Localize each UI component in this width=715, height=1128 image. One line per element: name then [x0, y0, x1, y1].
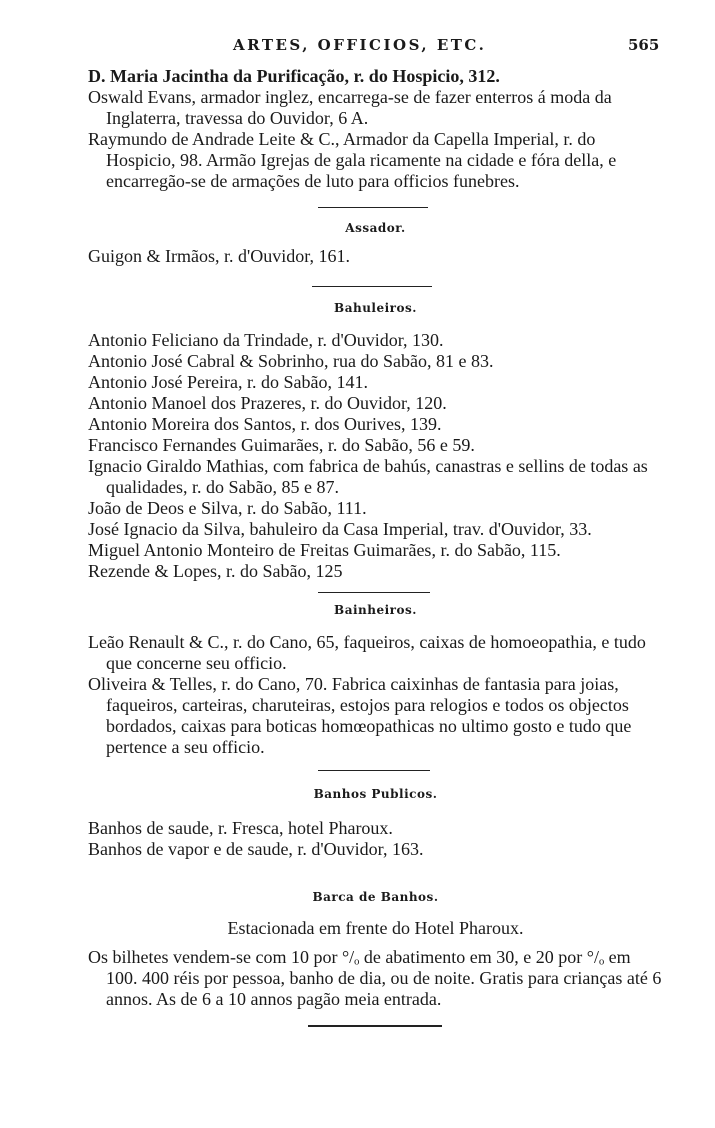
running-title: ARTES, OFFICIOS, ETC.: [233, 36, 487, 54]
section-heading: Barca de Banhos.: [312, 890, 439, 904]
listing-entry: Guigon & Irmãos, r. d'Ouvidor, 161.: [88, 246, 351, 266]
listing-entry: Antonio José Cabral & Sobrinho, rua do Sabão, 81 e 83.: [88, 351, 494, 371]
section-heading: Banhos Publicos.: [313, 787, 438, 801]
section-heading: Bainheiros.: [334, 603, 417, 617]
end-rule: [308, 1025, 442, 1027]
listing-entry: Banhos de vapor e de saude, r. d'Ouvidor, 163.: [88, 839, 424, 859]
section-divider: [318, 770, 430, 771]
running-head: [0, 36, 715, 62]
listing-entry: Leão Renault & C., r. do Cano, 65, faqueiros, caixas de homoeopathia, e tudo que concerne seu officio.: [88, 632, 646, 673]
assador-section: [88, 218, 663, 267]
banhos-publicos-section: [88, 784, 663, 860]
listing-entry: Raymundo de Andrade Leite & C., Armador da Capella Imperial, r. do Hospicio, 98. Armão Igrejas de gala ricamente na cidade e fóra della, e encarregão-se de armações de luto para officios funebres.: [88, 129, 617, 191]
listing-entry: Antonio Feliciano da Trindade, r. d'Ouvidor, 130.: [88, 330, 444, 350]
page-number: 565: [628, 36, 660, 54]
section-divider: [318, 592, 430, 593]
section-heading: Assador.: [345, 221, 406, 235]
listing-entry: Miguel Antonio Monteiro de Freitas Guimarães, r. do Sabão, 115.: [88, 540, 561, 560]
listing-entry: Antonio Manoel dos Prazeres, r. do Ouvidor, 120.: [88, 393, 447, 413]
section-divider: [318, 207, 428, 208]
section-heading: Bahuleiros.: [334, 301, 417, 315]
listing-entry: Francisco Fernandes Guimarães, r. do Sabão, 56 e 59.: [88, 435, 475, 455]
listing-entry: Antonio José Pereira, r. do Sabão, 141.: [88, 372, 368, 392]
bahuleiros-section: [88, 298, 663, 582]
listing-entry: Antonio Moreira dos Santos, r. dos Ourives, 139.: [88, 414, 442, 434]
listing-entry: João de Deos e Silva, r. do Sabão, 111.: [88, 498, 367, 518]
barca-de-banhos-section: [88, 887, 663, 1010]
armadores-section: [88, 66, 663, 192]
listing-entry: José Ignacio da Silva, bahuleiro da Casa Imperial, trav. d'Ouvidor, 33.: [88, 519, 592, 539]
barca-description: Os bilhetes vendem-se com 10 por °/ₒ de abatimento em 30, e 20 por °/ₒ em 100. 400 réis por pessoa, banho de dia, ou de noite. Gratis para crianças até 6 annos. As de 6 a 10 annos pagão meia entrada.: [88, 947, 662, 1009]
listing-entry: Oliveira & Telles, r. do Cano, 70. Fabrica caixinhas de fantasia para joias, faqueiros, carteiras, charuteiras, estojos para relogios e todos os objectos bordados, caixas para boticas homœopathicas no ultimo gosto e tudo que pertence a seu officio.: [88, 674, 632, 757]
listing-entry: D. Maria Jacintha da Purificação, r. do Hospicio, 312.: [88, 66, 500, 86]
bainheiros-section: [88, 600, 663, 758]
listing-entry: Banhos de saude, r. Fresca, hotel Pharoux.: [88, 818, 393, 838]
listing-entry: Ignacio Giraldo Mathias, com fabrica de bahús, canastras e sellins de todas as qualidades, r. do Sabão, 85 e 87.: [88, 456, 648, 497]
listing-entry: Rezende & Lopes, r. do Sabão, 125: [88, 561, 343, 581]
section-divider: [312, 286, 432, 287]
barca-location: Estacionada em frente do Hotel Pharoux.: [227, 918, 524, 938]
listing-entry: Oswald Evans, armador inglez, encarrega-se de fazer enterros á moda da Inglaterra, travessa do Ouvidor, 6 A.: [88, 87, 612, 128]
